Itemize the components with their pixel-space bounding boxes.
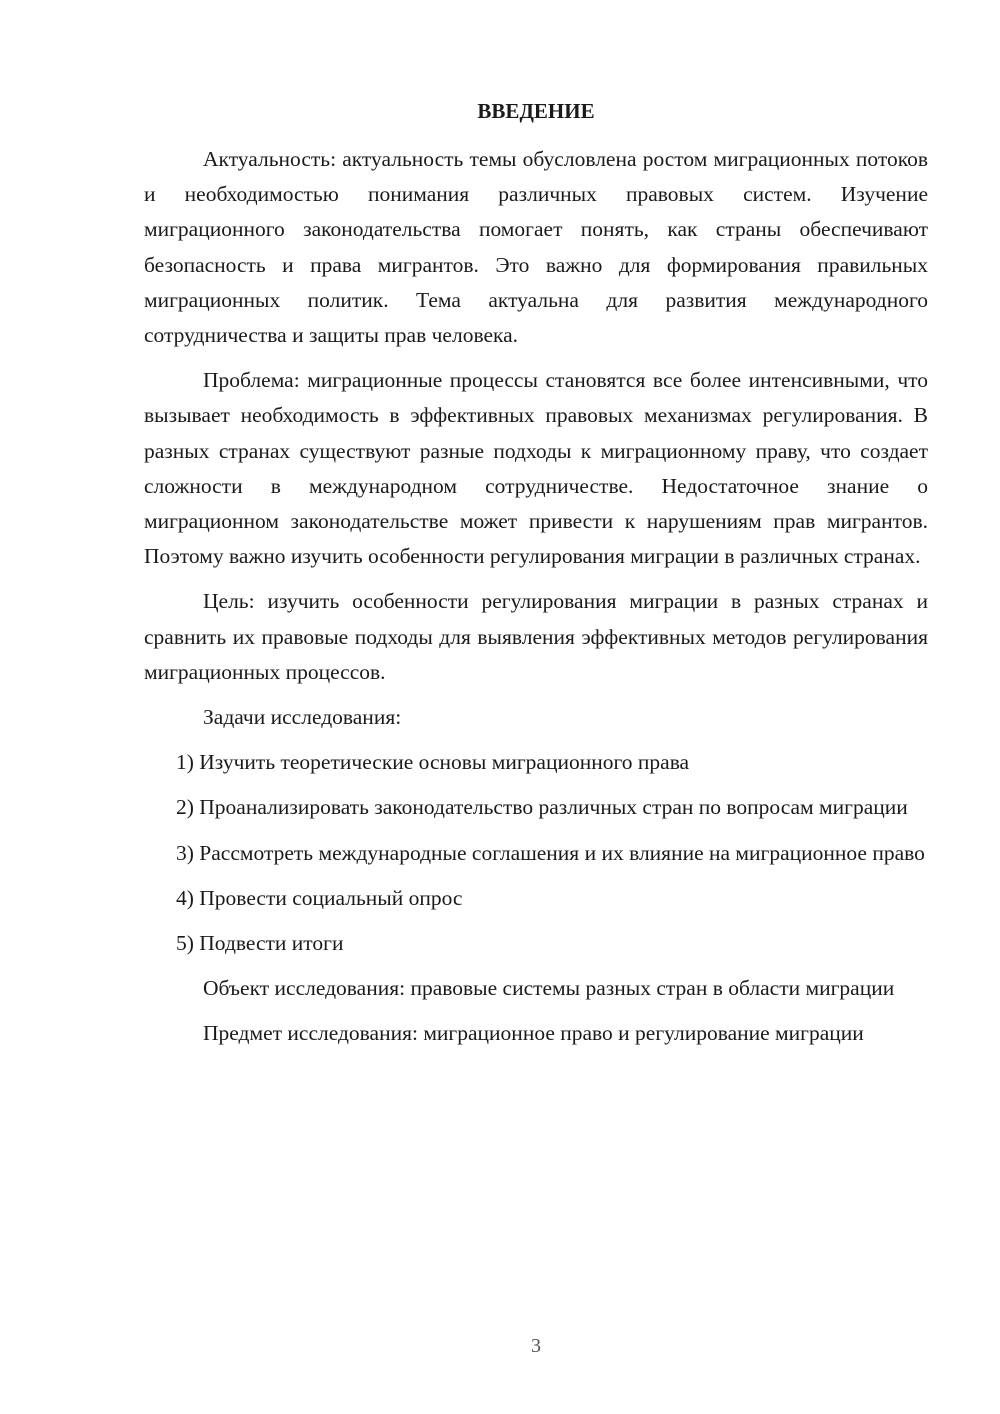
relevance-paragraph: Актуальность: актуальность темы обусловлена ростом миграционных потоков и необходимостью понимания различных правовых систем. Изучение миграционного законодательства помогает понять, как страны обеспечивают безопасность и права мигрантов. Это важно для формирования правильных миграционных политик. Тема актуальна для развития международного сотрудничества и защиты прав человека. xyxy=(144,147,928,348)
task-item: 4) Провести социальный опрос xyxy=(176,885,463,910)
task-item: 3) Рассмотреть международные соглашения и их влияние на миграционное право xyxy=(176,840,925,865)
section-title: ВВЕДЕНИЕ xyxy=(477,99,595,123)
task-item: 1) Изучить теоретические основы миграционного права xyxy=(176,750,690,775)
goal-paragraph: Цель: изучить особенности регулирования миграции в разных странах и сравнить их правовые подходы для выявления эффективных методов регулирования миграционных процессов. xyxy=(144,589,928,684)
document-page xyxy=(144,0,928,1414)
problem-paragraph: Проблема: миграционные процессы становятся все более интенсивными, что вызывает необходимость в эффективных правовых механизмах регулирования. В разных странах существуют разные подходы к миграционному праву, что создает сложности в международном сотрудничестве. Недостаточное знание о миграционном законодательстве может привести к нарушениям прав мигрантов. Поэтому важно изучить особенности регулирования миграции в различных странах. xyxy=(144,368,928,569)
research-object-paragraph: Объект исследования: правовые системы разных стран в области миграции xyxy=(203,976,895,1001)
research-subject-paragraph: Предмет исследования: миграционное право и регулирование миграции xyxy=(203,1021,864,1046)
task-item: 2) Проанализировать законодательство различных стран по вопросам миграции xyxy=(176,795,908,820)
document-body xyxy=(144,142,928,1062)
page-number: 3 xyxy=(531,1335,541,1357)
task-item: 5) Подвести итоги xyxy=(176,931,344,956)
tasks-heading: Задачи исследования: xyxy=(203,705,402,730)
